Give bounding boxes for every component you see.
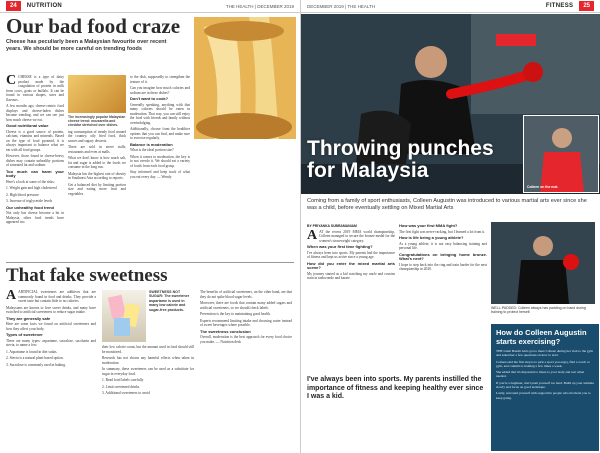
fighter-inset-photo	[523, 115, 599, 193]
throwing-column-2	[399, 222, 487, 372]
sweetness-column-1	[6, 290, 96, 369]
paragraph: Malaysia has the highest rate of obesity in Southeast Asia according to reports.	[68, 171, 126, 181]
left-page-number: 24	[6, 1, 21, 11]
bad-food-intro: CCHEESE is a type of dairy product made by the coagulation of protein in milk from cows, goats or buffalo. It can be found in various shapes, sizes and flavours.	[6, 73, 64, 102]
dropcap-a-right: A	[307, 227, 318, 243]
inset-fighter-illustration	[524, 116, 599, 193]
question: How did you enter the mixed martial arts scene?	[307, 260, 395, 270]
bad-food-standfirst: Cheese has peculiarly been a Malaysian favourite over recent years. We should be more careful on trending foods	[6, 39, 167, 52]
sweetness-title: That fake sweetness	[6, 265, 168, 286]
tips-box-title: How do Colleen Augustin starts exercising?	[496, 328, 587, 346]
right-page-number: 25	[579, 1, 594, 11]
dropcap-c: C	[6, 73, 17, 88]
paragraph: The benefits of artificial sweeteners, on the other hand, are that they do not spike blood sugar levels.	[200, 290, 292, 299]
paragraph: Moreover, there are foods that contain many added sugars and artificial sweeteners, so we should check labels.	[200, 301, 292, 310]
paragraph: I've always been into sports. My parents had the importance of fitness and kept us active since a young age.	[307, 250, 395, 259]
sweetener-caption: SWEETNESS NOT SUGAR: The sweetener aspartame is used in many low calorie and sugar-free products.	[149, 290, 190, 312]
sweetness-article	[6, 266, 296, 451]
subheading: They are generally safe	[6, 315, 51, 321]
list-item: 1. Aspartame is found in diet sodas.	[6, 349, 58, 354]
bad-food-column-3	[130, 75, 190, 181]
sweetness-column-2	[102, 290, 194, 398]
throwing-title: Throwing punches for Malaysia	[307, 137, 494, 182]
sweetener-packet-illustration	[102, 290, 146, 342]
list-item: 3. Additional sweeteners to avoid	[102, 391, 151, 395]
subheading: Good nutritional value	[6, 123, 49, 128]
paragraph: My journey started as a kid watching my uncle and cousins train in taekwondo and karate.	[307, 271, 395, 280]
paragraph: Research has not shown any harmful effects when taken in moderation.	[102, 356, 194, 365]
paragraph: Malaysians are known to love sweet drinks, and many have switched to artificial sweeteners to reduce sugar intake.	[6, 305, 96, 314]
cheese-pull-illustration	[194, 17, 296, 139]
question: Congratulations on bringing home bronze. What's next?	[399, 251, 487, 261]
paragraph: As a young athlete, it is not easy balancing training and personal life.	[399, 241, 487, 250]
question: How is life being a young athlete?	[399, 235, 464, 240]
bad-food-column-2	[68, 75, 126, 198]
inset-photo-caption: Colleen on the mat.	[527, 185, 559, 189]
subheading: Balance is moderation	[130, 141, 173, 147]
paragraph: Prevention is the key to maintaining good health.	[200, 312, 271, 316]
paragraph: Stay informed and keep track of what you eat every day. — Wendy	[130, 170, 190, 179]
list-item: 3. Increase of triglyceride levels	[6, 199, 53, 203]
training-photo	[491, 222, 595, 304]
paragraph: Get a balanced diet by limiting portion size and eating more fruit and vegetables.	[68, 182, 126, 196]
paragraph: I hope to step back into the ring and train harder for the next championship in 2020.	[399, 262, 487, 271]
section-divider	[6, 262, 294, 263]
paragraph: Here are some facts we found on artificial sweeteners and how they affect your body.	[6, 322, 96, 331]
paragraph: What is the ideal portion size?	[130, 148, 174, 152]
subheading: Types of sweetener	[6, 332, 43, 337]
paragraph: However, those found in cheese-heavy dishes may contain unhealthy portions of saturated fat and sodium.	[6, 154, 64, 167]
paragraph: The first fight was nerve-racking, but I learned a lot from it.	[399, 229, 486, 234]
paragraph: In summary, these sweeteners can be used as a substitute for sugar in everyday food.	[102, 367, 194, 376]
list-item: 1. Read food labels carefully	[102, 378, 144, 382]
paragraph: Additionally, choose from the healthier options that you can find, and make sure to exercise regularly.	[130, 127, 190, 140]
list-item: 2. Limit sweetened drinks	[102, 384, 140, 389]
paragraph: their low calorie count, but the amount used in food should still be monitored.	[102, 345, 194, 354]
throwing-column-1	[307, 222, 395, 283]
paragraph: Cheese is a good source of protein, calcium, vitamins and minerals. Based on the type of food pyramid, it is always important to balance what we eat with all food groups.	[6, 129, 64, 152]
paragraph: A few months ago, cheese-centric food displays and cheese-laden dishes became trending, and we can see just how much cheese we eat.	[6, 104, 64, 122]
paragraph: Experts recommend limiting intake and choosing water instead of sweet beverages where possible.	[200, 318, 292, 327]
paragraph: ing consumption of trendy food around the country; oily fried food, thick sauces and sugary desserts.	[68, 129, 126, 143]
right-date-line: DECEMBER 2019 | THE HEALTH	[307, 3, 376, 9]
tips-paragraph: Colleen said the first step is to pick a sport you enjoy, find a coach or gym, and commit to training a few times a week.	[496, 359, 590, 368]
paragraph: Can you imagine how much calories and sodium are in these dishes?	[130, 86, 190, 95]
sweetness-column-3	[200, 290, 292, 346]
subheading: Our unhealthy food trend	[6, 204, 54, 210]
list-item: 2. High blood pressure	[6, 192, 39, 197]
paragraph: Overall, moderation is the best approach for every food choice you make. — Nutrition desk	[200, 335, 292, 344]
question: How was your first MMA fight?	[399, 223, 458, 228]
left-section-label: NUTRITION	[26, 3, 63, 9]
paragraph: Here's a look at some of the risks:	[6, 179, 55, 184]
paragraph: ARTIFICIAL sweeteners are additives that are commonly found in food and drinks. They provide a sweet taste but contain little to no calories.	[18, 290, 96, 303]
tips-paragraph: She added that it's important to listen to your body and rest when needed.	[496, 370, 585, 379]
question: When was your first time fighting?	[307, 244, 373, 249]
paragraph: When it comes to moderation, the key is to not overdo it. We should eat a variety of foods from each food group.	[130, 154, 190, 168]
left-page-header	[0, 0, 300, 13]
throwing-standfirst: Coming from a family of sport enthusiasts, Colleen Augustin was introduced to various martial arts ever since she was a child, before eventually settling on Mixed Martial Arts	[307, 198, 587, 211]
right-page	[300, 0, 600, 453]
tips-paragraph: If you're a beginner, don't push yourself too hard. Build up your stamina slowly and focus on good technique.	[496, 380, 594, 390]
training-illustration	[491, 222, 595, 304]
right-page-header	[301, 0, 600, 13]
inline-cheese-photo	[68, 75, 126, 113]
paragraph: Not only has cheese become a hit in Malaysia, other food trends have appeared too.	[6, 211, 64, 224]
training-photo-caption: WELL-PADDED: Colleen always has padding on hand during training to protect herself.	[491, 306, 586, 315]
left-date-line: THE HEALTH | DECEMBER 2019	[225, 3, 294, 9]
cheese-photo	[194, 17, 296, 139]
paragraph: These are sold in street stalls, restaurants and even at malls.	[68, 145, 126, 154]
paragraph: AT the recent 2019 MMA world championship, Colleen managed to secure the bronze medal for the women's strawweight category.	[319, 229, 395, 243]
right-section-label: FITNESS	[545, 3, 574, 9]
paragraph: There are many types: aspartame, sucralose, saccharin and stevia, to name a few.	[6, 338, 96, 347]
tips-box	[491, 324, 599, 451]
sweetener-photo	[102, 290, 146, 342]
pull-quote: I've always been into sports. My parents instilled the importance of fitness and keeping healthy ever since I was a kid.	[307, 376, 484, 400]
subheading: The sweetness conclusion	[200, 328, 251, 334]
dropcap-a: A	[6, 288, 17, 303]
bad-food-title: Our bad food craze	[6, 14, 181, 38]
list-item: 3. Sucralose is commonly used in baking.	[6, 362, 66, 367]
inline-photo-caption: The increasingly popular Malaysian cheese trend: mozzarella and cheddar stretched over dishes.	[68, 115, 126, 128]
tips-paragraph: THE Glam Bandit Girls got to meet Colleen during her visit to the gym and asked her a few questions on how to start.	[496, 349, 593, 358]
paragraph: Generally speaking, anything with that many calories should be eaten in moderation. That way, you can still enjoy the food with friends and family without overindulging.	[130, 102, 190, 125]
subheading: Too much can harm your body	[6, 168, 64, 178]
paragraph: to the dish, supposedly to strengthen the texture of it.	[130, 75, 190, 84]
list-item: 2. Stevia is a natural plant-based option.	[6, 356, 64, 360]
list-item: 1. Weight gain and high cholesterol	[6, 186, 57, 190]
tips-paragraph: Lastly, surround yourself with supportive people who motivate you to keep going.	[496, 391, 591, 400]
byline: BY PRIYANKA SUBRAMANIAM	[307, 224, 357, 228]
bad-food-column-1	[6, 75, 64, 227]
subheading: Don't want to cook?	[130, 96, 169, 101]
paragraph: What we don't know is how much salt, fat and sugar is added to the foods we consume in the long run.	[68, 156, 126, 170]
bad-food-article	[6, 14, 296, 267]
